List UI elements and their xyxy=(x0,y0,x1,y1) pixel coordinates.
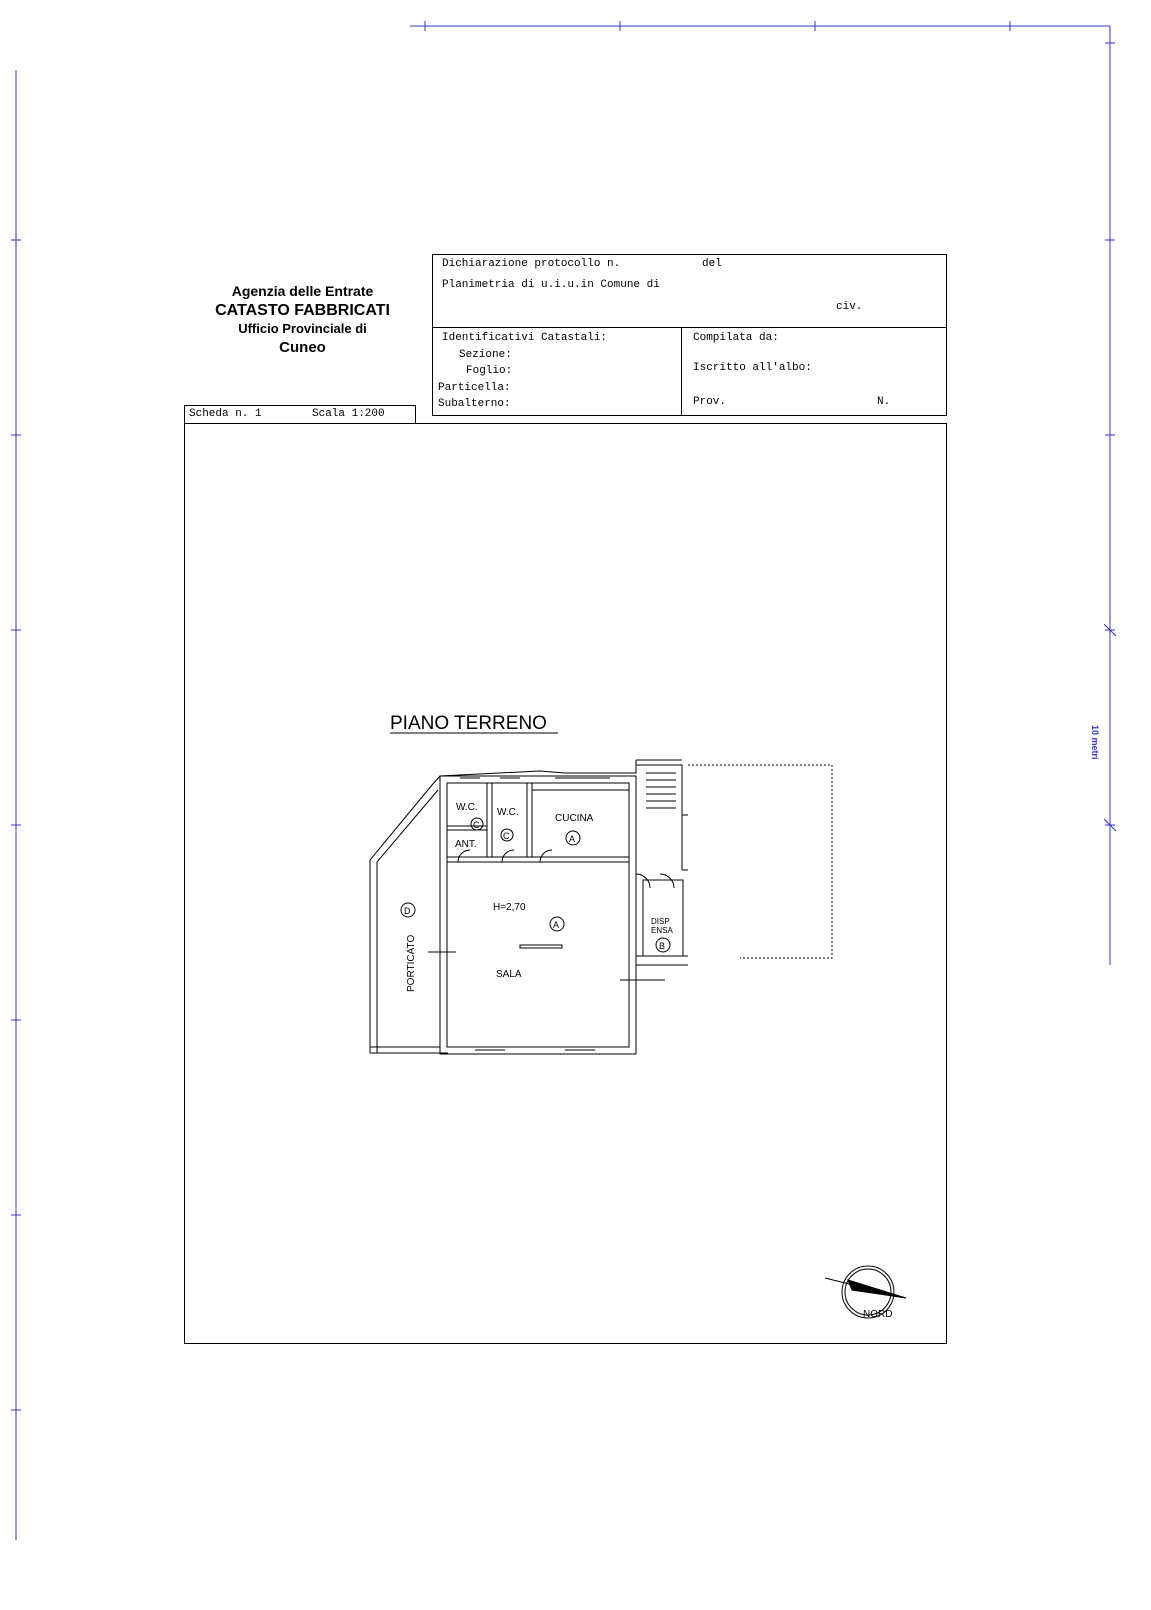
catasto-title: CATASTO FABBRICATI xyxy=(215,301,390,319)
marker-d: D xyxy=(404,906,411,916)
marker-c2: C xyxy=(503,831,510,841)
north-label: NORD xyxy=(863,1309,893,1320)
marker-a1: A xyxy=(569,834,576,844)
del-label: del xyxy=(702,258,722,270)
marker-c1: C xyxy=(473,820,480,830)
compilata-label: Compilata da: xyxy=(693,332,779,344)
office-label: Ufficio Provinciale di xyxy=(238,320,367,336)
foglio-label: Foglio: xyxy=(466,365,513,377)
number-label: N. xyxy=(877,396,891,408)
room-label-wc1: W.C. xyxy=(456,802,478,813)
marker-b: B xyxy=(659,941,666,951)
room-label-porticato: PORTICATO xyxy=(406,934,417,992)
scale-bar-label: 10 metri xyxy=(1090,725,1100,760)
room-label-dispensa-2: ENSA xyxy=(651,926,673,935)
planimetry-label: Planimetria di u.i.u.in Comune di xyxy=(442,279,660,291)
room-label-dispensa-1: DISP xyxy=(651,917,670,926)
marker-a2: A xyxy=(553,920,560,930)
sezione-label: Sezione: xyxy=(459,349,512,361)
prov-label: Prov. xyxy=(693,396,727,408)
room-label-height: H=2,70 xyxy=(493,902,526,913)
civ-label: civ. xyxy=(836,301,863,313)
room-label-ant: ANT. xyxy=(455,839,477,850)
room-label-cucina: CUCINA xyxy=(555,813,594,824)
protocol-label: Dichiarazione protocollo n. xyxy=(442,258,621,270)
iscritto-label: Iscritto all'albo: xyxy=(693,362,812,374)
room-label-wc2: W.C. xyxy=(497,807,519,818)
agency-name: Agenzia delle Entrate xyxy=(231,283,374,299)
particella-label: Particella: xyxy=(438,382,511,394)
office-city: Cuneo xyxy=(279,338,326,356)
scheda-label: Scheda n. 1 xyxy=(189,408,262,420)
room-label-sala: SALA xyxy=(496,969,522,980)
identifiers-title: Identificativi Catastali: xyxy=(442,332,608,344)
subalterno-label: Subalterno: xyxy=(438,398,511,410)
plan-title: PIANO TERRENO xyxy=(390,713,547,734)
scala-label: Scala 1:200 xyxy=(312,408,385,420)
